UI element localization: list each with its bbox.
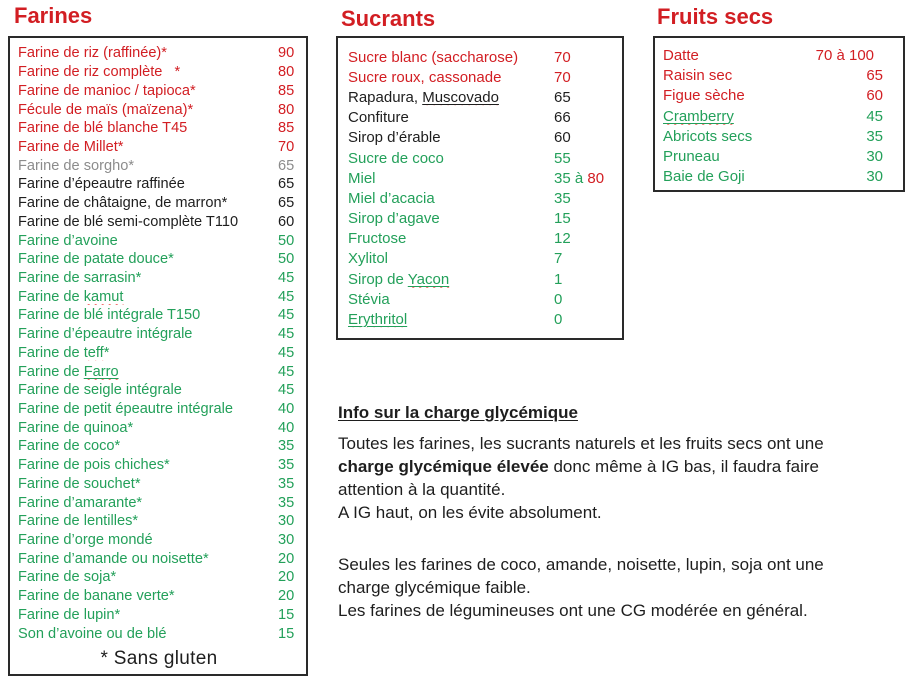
list-item: [18, 624, 300, 643]
item-label: Farine de seigle intégrale: [18, 382, 182, 399]
item-value: 1: [554, 270, 563, 288]
item-value: 40: [278, 419, 295, 436]
item-label: Farine de riz (raffinée)*: [18, 45, 167, 62]
list-item: [18, 456, 300, 475]
list-item: [348, 168, 612, 188]
item-value: 20: [278, 550, 295, 567]
item-label: Farine de banane verte*: [18, 588, 175, 605]
list-item: [348, 47, 612, 67]
section-title-farines: Farines: [14, 3, 93, 28]
glycemic-load-info: [338, 401, 912, 622]
list-item: [663, 126, 883, 146]
list-item: [18, 306, 300, 325]
list-item: [18, 44, 300, 63]
list-item: [348, 229, 612, 249]
info-line: Toutes les farines, les sucrants naturels et les fruits secs ont une: [338, 434, 824, 453]
info-heading: Info sur la charge glycémique: [338, 403, 578, 422]
list-item: [663, 86, 883, 106]
item-label: Farine de pois chiches*: [18, 457, 170, 474]
item-label: Farine de manioc / tapioca*: [18, 82, 196, 99]
item-label: Raisin sec: [663, 66, 733, 84]
info-paragraph-1: [338, 432, 912, 524]
list-item: [18, 362, 300, 381]
item-value: 70 à 100: [815, 46, 874, 64]
item-label: Farine de blé semi-complète T110: [18, 213, 239, 230]
item-label: Farine de soja*: [18, 569, 117, 586]
list-item: [18, 475, 300, 494]
item-label: Farine de blé intégrale T150: [18, 307, 201, 324]
item-value: 80: [278, 64, 295, 81]
item-value: 65: [278, 195, 295, 212]
info-line: Seules les farines de coco, amande, noisette, lupin, soja ont une: [338, 555, 824, 574]
item-value: 85: [278, 120, 295, 137]
item-label: Farine de teff*: [18, 344, 110, 361]
item-value: 50: [278, 251, 295, 268]
item-label: Farine de petit épeautre intégrale: [18, 401, 233, 418]
item-label: Pruneau: [663, 148, 720, 166]
item-value: 90: [278, 45, 295, 62]
item-value: 70: [554, 48, 571, 66]
item-value: 80: [278, 101, 295, 118]
item-value: 45: [278, 307, 295, 324]
item-label: Sirop d’érable: [348, 129, 441, 147]
fruits-secs-table: [653, 36, 905, 192]
item-value: 45: [278, 269, 295, 286]
item-value: 15: [554, 210, 571, 228]
list-item: [18, 400, 300, 419]
list-item: [348, 148, 612, 168]
item-value: 15: [278, 625, 295, 642]
item-label: Farine de lupin*: [18, 606, 121, 623]
list-item: [348, 67, 612, 87]
item-value: 55: [554, 149, 571, 167]
item-value: 60: [554, 129, 571, 147]
section-title-fruits-secs: Fruits secs: [657, 4, 774, 29]
farines-rows: [18, 44, 300, 643]
list-item: [18, 606, 300, 625]
item-label: Sirop de Yacon: [348, 270, 450, 288]
item-label: Stévia: [348, 290, 390, 308]
item-value: 20: [278, 588, 295, 605]
list-item: [18, 156, 300, 175]
item-value: 15: [278, 606, 295, 623]
list-item: [18, 250, 300, 269]
item-label: Farine de quinoa*: [18, 419, 134, 436]
item-label: Farine de patate douce*: [18, 251, 174, 268]
item-label: Sirop d’agave: [348, 210, 440, 228]
item-value: 60: [866, 87, 883, 105]
item-label: Confiture: [348, 109, 409, 127]
list-item: [18, 325, 300, 344]
item-label: Farine de sarrasin*: [18, 269, 142, 286]
item-label: Miel: [348, 169, 376, 187]
item-value: 65: [554, 88, 571, 106]
item-value: 65: [278, 176, 295, 193]
list-item: [348, 188, 612, 208]
item-label: Farine d’orge mondé: [18, 532, 153, 549]
item-value: 12: [554, 230, 571, 248]
list-item: [348, 289, 612, 309]
list-item: [18, 138, 300, 157]
item-value: 0: [554, 290, 563, 308]
item-value: 35: [278, 494, 295, 511]
section-title-sucrants: Sucrants: [341, 6, 436, 31]
list-item: [18, 100, 300, 119]
item-value: 65: [866, 66, 883, 84]
item-value: 20: [278, 569, 295, 586]
item-label: Farine de sorgho*: [18, 157, 135, 174]
list-item: [348, 269, 612, 289]
item-label: Baie de Goji: [663, 168, 745, 186]
item-value: 66: [554, 109, 571, 127]
list-item: [18, 587, 300, 606]
item-value: 70: [554, 68, 571, 86]
item-value: 35: [554, 189, 571, 207]
item-label: Son d’avoine ou de blé: [18, 625, 167, 642]
item-value: 45: [278, 344, 295, 361]
item-label: Farine de coco*: [18, 438, 121, 455]
info-line: A IG haut, on les évite absolument.: [338, 503, 602, 522]
item-value: 30: [278, 513, 295, 530]
item-label: Farine de Farro: [18, 363, 119, 380]
item-value: 35: [278, 457, 295, 474]
item-value: 45: [866, 107, 883, 125]
list-item: [348, 108, 612, 128]
item-value: 35: [866, 127, 883, 145]
list-item: [18, 493, 300, 512]
list-item: [18, 63, 300, 82]
item-label: Farine d’amarante*: [18, 494, 143, 511]
item-label: Farine de kamut: [18, 288, 124, 305]
item-value: 0: [554, 311, 563, 329]
item-value: 30: [278, 532, 295, 549]
item-label: Datte: [663, 46, 699, 64]
list-item: [663, 45, 883, 65]
list-item: [18, 568, 300, 587]
list-item: [348, 128, 612, 148]
item-value: 45: [278, 363, 295, 380]
item-value: 70: [278, 138, 295, 155]
item-value: 35 à 80: [554, 169, 605, 187]
list-item: [18, 549, 300, 568]
list-item: [663, 106, 883, 126]
list-item: [18, 194, 300, 213]
item-label: Erythritol: [348, 311, 408, 329]
item-label: Farine de riz complète *: [18, 64, 181, 81]
item-value: 30: [866, 148, 883, 166]
list-item: [18, 512, 300, 531]
item-value: 65: [278, 157, 295, 174]
item-value: 30: [866, 168, 883, 186]
item-label: Cramberry: [663, 107, 734, 125]
list-item: [663, 65, 883, 85]
item-label: Farine de blé blanche T45: [18, 120, 188, 137]
item-label: Miel d’acacia: [348, 189, 435, 207]
list-item: [663, 167, 883, 187]
farines-table: [8, 36, 308, 676]
item-value: 40: [278, 401, 295, 418]
list-item: [18, 437, 300, 456]
item-value: 45: [278, 382, 295, 399]
list-item: [18, 418, 300, 437]
item-label: Fécule de maïs (maïzena)*: [18, 101, 194, 118]
info-line: charge glycémique élevée donc même à IG bas, il faudra faire: [338, 457, 819, 476]
info-line: attention à la quantité.: [338, 480, 506, 499]
list-item: [18, 344, 300, 363]
list-item: [348, 87, 612, 107]
item-label: Farine d’amande ou noisette*: [18, 550, 209, 567]
item-label: Xylitol: [348, 250, 389, 268]
list-item: [18, 81, 300, 100]
item-value: 50: [278, 232, 295, 249]
item-label: Sucre de coco: [348, 149, 444, 167]
list-item: [18, 269, 300, 288]
list-item: [18, 381, 300, 400]
list-item: [18, 531, 300, 550]
item-value: 7: [554, 250, 563, 268]
item-value: 45: [278, 326, 295, 343]
item-value: 35: [278, 438, 295, 455]
gluten-free-footnote: * Sans gluten: [100, 648, 218, 669]
list-item: [663, 146, 883, 166]
info-line: charge glycémique faible.: [338, 578, 531, 597]
list-item: [348, 309, 612, 329]
list-item: [348, 249, 612, 269]
item-value: 85: [278, 82, 295, 99]
item-label: Rapadura, Muscovado: [348, 88, 499, 106]
info-line: Les farines de légumineuses ont une CG modérée en général.: [338, 601, 808, 620]
item-label: Sucre roux, cassonade: [348, 68, 502, 86]
list-item: [348, 209, 612, 229]
item-value: 60: [278, 213, 295, 230]
item-value: 45: [278, 288, 295, 305]
item-label: Farine de Millet*: [18, 138, 124, 155]
list-item: [18, 212, 300, 231]
sucrants-table: [336, 36, 624, 340]
item-label: Abricots secs: [663, 127, 753, 145]
item-label: Farine de châtaigne, de marron*: [18, 195, 228, 212]
list-item: [18, 287, 300, 306]
item-label: Figue sèche: [663, 87, 745, 105]
list-item: [18, 175, 300, 194]
item-label: Farine d’épeautre intégrale: [18, 326, 193, 343]
item-label: Farine d’avoine: [18, 232, 118, 249]
list-item: [18, 119, 300, 138]
item-label: Fructose: [348, 230, 407, 248]
item-label: Farine d’épeautre raffinée: [18, 176, 185, 193]
item-label: Farine de souchet*: [18, 475, 141, 492]
list-item: [18, 231, 300, 250]
item-value: 35: [278, 475, 295, 492]
item-label: Farine de lentilles*: [18, 513, 139, 530]
item-label: Sucre blanc (saccharose): [348, 48, 519, 66]
info-paragraph-2: [338, 553, 912, 622]
